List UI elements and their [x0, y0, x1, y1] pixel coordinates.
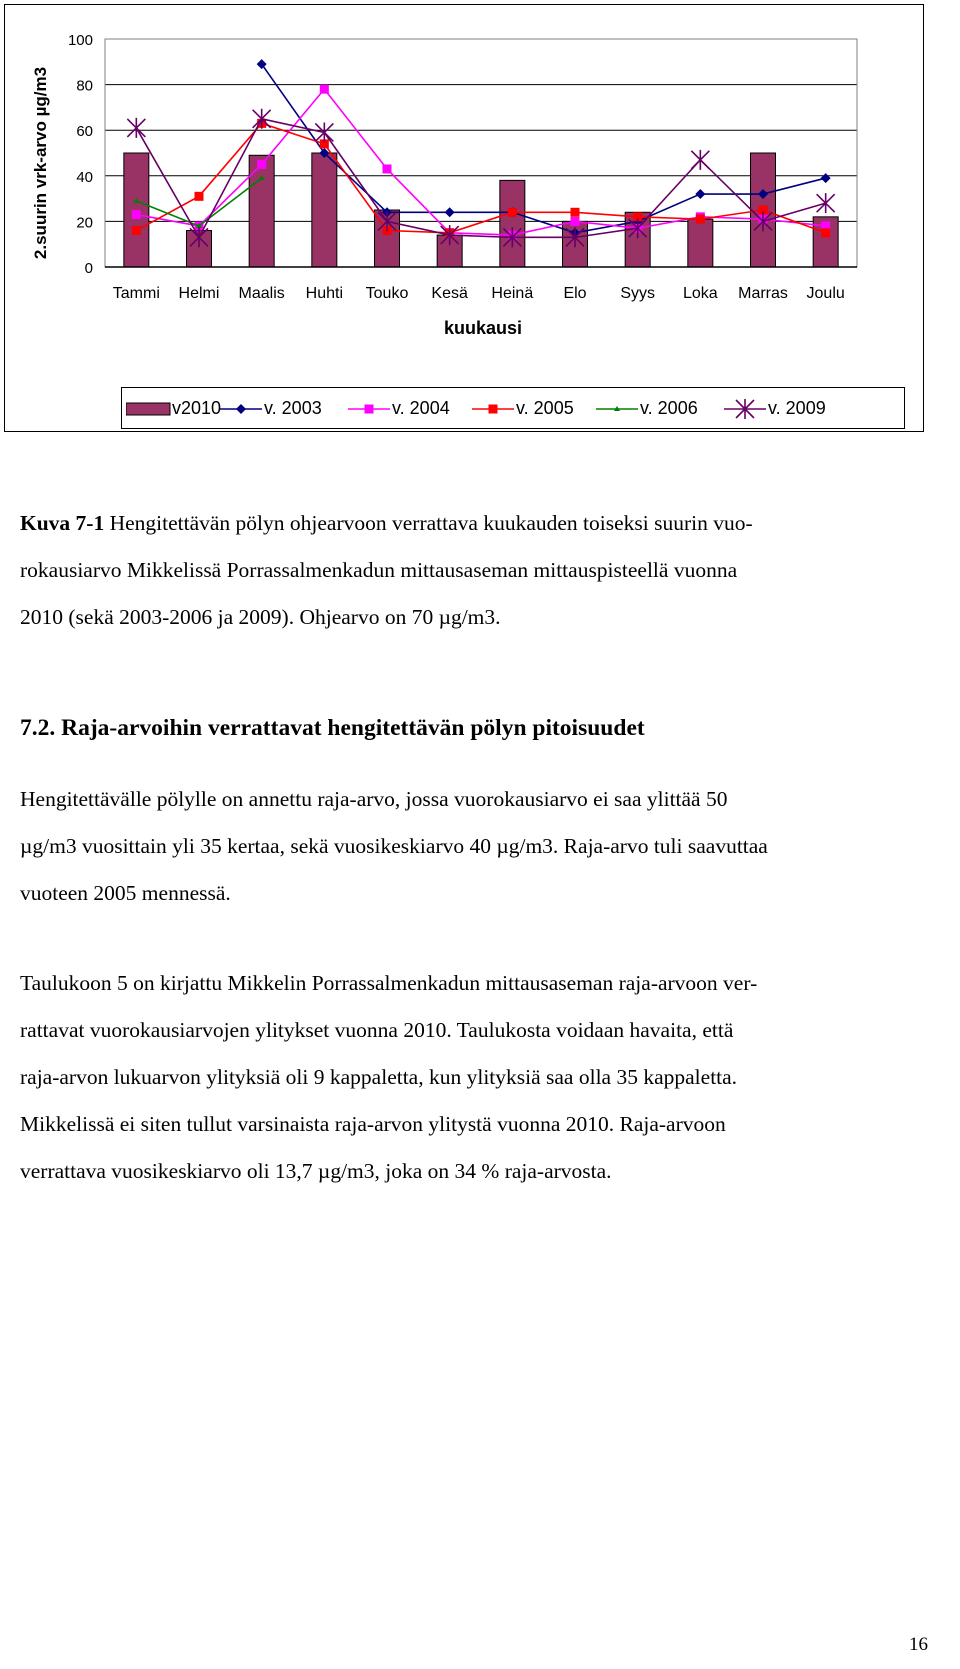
y-axis-label: 2.suurin vrk-arvo µg/m3: [31, 66, 50, 260]
point-v2004: [132, 210, 141, 219]
legend-item: [218, 396, 322, 420]
point-v2003: [695, 189, 705, 199]
figure-caption: [20, 500, 940, 641]
caption-label: Kuva 7-1: [20, 511, 105, 535]
point-v2005: [696, 215, 705, 224]
y-tick-label: 20: [76, 214, 93, 232]
legend-swatch: [126, 399, 172, 419]
y-tick-label: 60: [76, 123, 93, 141]
y-tick-label: 100: [67, 32, 93, 49]
caption-text-2: rokausiarvo Mikkelissä Porrassalmenkadun mittausaseman mittauspisteellä vuonna: [20, 558, 738, 582]
caption-text-1: Hengitettävän pölyn ohjearvoon verrattava kuukauden toiseksi suurin vuo-: [109, 511, 753, 535]
point-v2003: [445, 207, 455, 217]
legend-item: [346, 396, 450, 420]
legend-marker: [236, 404, 246, 414]
page-number: 16: [909, 1634, 928, 1655]
x-tick-label: Maalis: [238, 285, 285, 302]
x-tick-label: Helmi: [178, 285, 220, 302]
plot-area: [105, 39, 857, 267]
legend-item: [126, 396, 221, 420]
series-line-v2009: [136, 119, 825, 238]
point-v2009: [253, 109, 271, 129]
series-line-v2004: [136, 89, 825, 235]
x-tick-label: Touko: [365, 285, 409, 302]
paragraph-limit-value: Hengitettävälle pölylle on annettu raja-arvo, jossa vuorokausiarvo ei saa ylittää 50 µg/m3 vuosittain yli 35 kertaa, sekä vuosikeskiarvo 40 µg/m3. Raja-arvo tuli saavuttaa vuoteen 2005 mennessä.: [20, 787, 768, 905]
x-axis-label: kuukausi: [443, 318, 523, 338]
legend-label: v. 2005: [516, 398, 574, 418]
legend-label: v. 2006: [640, 398, 698, 418]
x-tick-label: Huhti: [305, 285, 344, 302]
paragraph-exceedances: Taulukoon 5 on kirjattu Mikkelin Porrassalmenkadun mittausaseman raja-arvoon ver- rattavat vuorokausiarvojen ylitykset vuonna 2010. Taulukosta voidaan havaita, että raja-arvon lukuarvon ylityksiä oli 9 kappaletta, kun ylityksiä saa olla 35 kappaletta. Mikkelissä ei siten tullut varsinaista raja-arvon ylitystä vuonna 2010. Raja-arvoon verrattava vuosikeskiarvo oli 13,7 µg/m3, joka on 34 % raja-arvosta.: [20, 971, 758, 1183]
y-tick-label: 40: [76, 168, 93, 186]
point-v2003: [821, 173, 831, 183]
legend-marker: [489, 405, 498, 414]
bar-v2010: [500, 180, 525, 267]
legend-swatch: [470, 399, 516, 419]
legend-label: v. 2009: [768, 398, 826, 418]
point-v2005: [508, 208, 517, 217]
point-v2004: [571, 217, 580, 226]
caption-text-3: 2010 (sekä 2003-2006 ja 2009). Ohjearvo on 70 µg/m3.: [20, 605, 501, 629]
series-line-v2003: [262, 64, 826, 233]
chart-plot: [5, 5, 925, 433]
point-v2005: [132, 226, 141, 235]
point-v2004: [320, 85, 329, 94]
legend-swatch: [722, 399, 768, 419]
x-tick-label: Marras: [738, 285, 788, 302]
chart-legend: [121, 387, 905, 429]
point-v2009: [691, 150, 709, 170]
point-v2005: [821, 228, 830, 237]
legend-swatch: [594, 399, 640, 419]
series-line-v2005: [136, 123, 825, 232]
x-tick-label: Kesä: [431, 285, 468, 302]
legend-label: v. 2003: [264, 398, 322, 418]
bar-v2010: [312, 153, 337, 267]
x-tick-label: Joulu: [806, 285, 845, 302]
bar-v2010: [124, 153, 149, 267]
point-v2005: [571, 208, 580, 217]
x-tick-label: Tammi: [112, 285, 160, 302]
point-v2004: [383, 164, 392, 173]
legend-marker: [365, 405, 374, 414]
legend-label: v2010: [172, 398, 222, 418]
legend-item: [722, 396, 826, 420]
x-tick-label: Loka: [682, 285, 718, 302]
x-tick-label: Elo: [563, 285, 587, 302]
point-v2009: [817, 193, 835, 213]
y-tick-label: 0: [84, 260, 93, 277]
point-v2004: [257, 160, 266, 169]
legend-item: [470, 396, 574, 420]
point-v2009: [315, 122, 333, 142]
legend-label: v. 2004: [392, 398, 450, 418]
x-tick-label: Heinä: [491, 285, 534, 302]
legend-swatch: [218, 399, 264, 419]
y-tick-label: 80: [76, 77, 93, 95]
bar-v2010: [688, 219, 713, 267]
x-tick-label: Syys: [620, 285, 656, 302]
point-v2003: [257, 59, 267, 69]
legend-swatch: [346, 399, 392, 419]
section-heading: 7.2. Raja-arvoihin verrattavat hengitettävän pölyn pitoisuudet: [20, 715, 645, 741]
point-v2009: [127, 118, 145, 138]
point-v2005: [195, 192, 204, 201]
legend-item: [594, 396, 698, 420]
chart-frame: [4, 4, 924, 432]
